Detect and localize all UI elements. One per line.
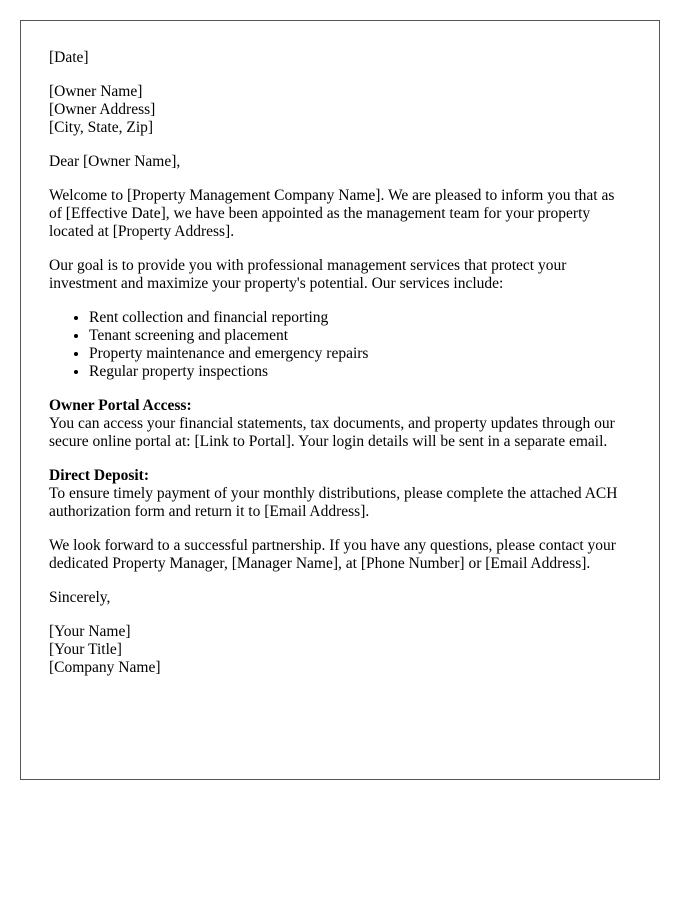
owner-address-block: [49, 83, 631, 137]
letter-date: [Date]: [49, 49, 89, 66]
direct-deposit-text: To ensure timely payment of your monthly distributions, please complete the attached ACH authorization form and return it to [Email Address].: [49, 485, 618, 520]
owner-portal-text: You can access your financial statements, tax documents, and property updates through our secure online portal at: [Link to Portal]. Your login details will be sent in a separate email.: [49, 415, 615, 450]
list-item: • Regular property inspections: [89, 363, 631, 381]
list-item: • Property maintenance and emergency repairs: [89, 345, 631, 363]
owner-portal-heading: Owner Portal Access:: [49, 397, 192, 414]
list-item: • Rent collection and financial reporting: [89, 309, 631, 327]
salutation: Dear [Owner Name],: [49, 153, 181, 170]
owner-address: [Owner Address]: [49, 101, 156, 118]
services-intro-paragraph: Our goal is to provide you with professional management services that protect your investment and maximize your property's potential. Our services include:: [49, 257, 567, 292]
owner-name: [Owner Name]: [49, 83, 143, 100]
services-list: [49, 309, 631, 381]
signer-title: [Your Title]: [49, 641, 122, 658]
closing-paragraph: We look forward to a successful partnership. If you have any questions, please contact your dedicated Property Manager, [Manager Name], at [Phone Number] or [Email Address].: [49, 537, 616, 572]
signer-company: [Company Name]: [49, 659, 161, 676]
letter-page: [20, 20, 660, 780]
direct-deposit-section: [49, 467, 631, 521]
signer-name: [Your Name]: [49, 623, 131, 640]
owner-city-state-zip: [City, State, Zip]: [49, 119, 154, 136]
signoff: Sincerely,: [49, 589, 111, 606]
owner-portal-section: [49, 397, 631, 451]
direct-deposit-heading: Direct Deposit:: [49, 467, 150, 484]
intro-paragraph: Welcome to [Property Management Company Name]. We are pleased to inform you that as of [Effective Date], we have been appointed as the management team for your property located at [Property Address].: [49, 187, 615, 240]
signature-block: [49, 623, 631, 677]
list-item: • Tenant screening and placement: [89, 327, 631, 345]
